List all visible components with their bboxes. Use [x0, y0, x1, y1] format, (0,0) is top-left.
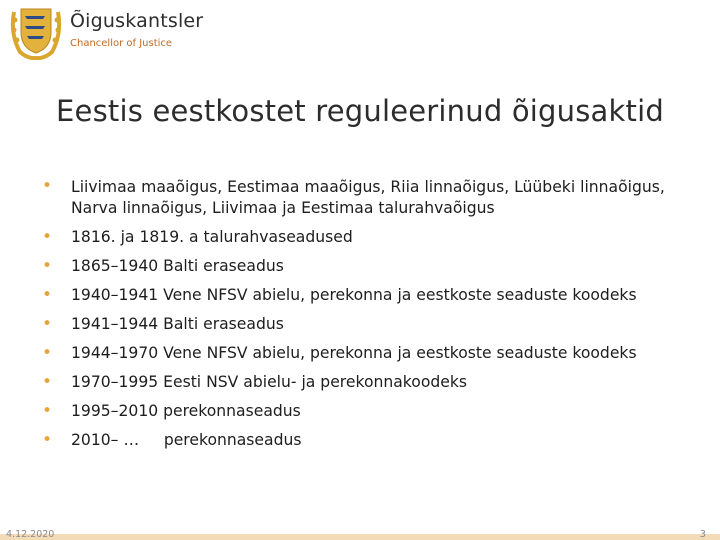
list-item	[42, 426, 702, 455]
list-item	[42, 252, 702, 281]
list-item-text: 1970–1995 Eesti NSV abielu- ja perekonnakoodeks	[71, 373, 468, 391]
bullet-icon: •	[42, 430, 53, 450]
estonia-coat-of-arms-icon	[10, 4, 62, 60]
list-item	[42, 368, 702, 397]
list-item-text: 1995–2010 perekonnaseadus	[71, 402, 301, 420]
footer-bar	[0, 534, 720, 540]
chancellor-logo	[10, 4, 203, 60]
list-item	[42, 281, 702, 310]
list-item-text: 1940–1941 Vene NFSV abielu, perekonna ja eestkoste seaduste koodeks	[71, 286, 637, 304]
list-item-text: 1865–1940 Balti eraseadus	[71, 257, 284, 275]
list-item	[42, 397, 702, 426]
bullet-icon: •	[42, 285, 53, 305]
bullet-icon: •	[42, 256, 53, 276]
bullet-list	[42, 177, 702, 455]
list-item-text: 1944–1970 Vene NFSV abielu, perekonna ja eestkoste seaduste koodeks	[71, 344, 637, 362]
list-item-text: Liivimaa maaõigus, Eestimaa maaõigus, Riia linnaõigus, Lüübeki linnaõigus, Narva linnaõigus, Liivimaa ja Eestimaa talurahvaõigus	[71, 178, 665, 217]
bullet-icon: •	[42, 176, 53, 196]
list-item	[42, 339, 702, 368]
page-number: 3	[699, 529, 706, 540]
bullet-icon: •	[42, 372, 53, 392]
brand-subtitle: Chancellor of Justice	[70, 38, 173, 49]
bullet-icon: •	[42, 227, 53, 247]
list-item	[42, 177, 702, 223]
list-item	[42, 310, 702, 339]
list-item-text: 2010– … perekonnaseadus	[71, 431, 302, 449]
bullet-icon: •	[42, 314, 53, 334]
brand-name: Õiguskantsler	[70, 10, 204, 32]
list-item-text: 1941–1944 Balti eraseadus	[71, 315, 284, 333]
footer-date: 4.12.2020	[6, 529, 55, 540]
list-item	[42, 223, 702, 252]
bullet-icon: •	[42, 401, 53, 421]
list-item-text: 1816. ja 1819. a talurahvaseadused	[71, 228, 353, 246]
bullet-icon: •	[42, 343, 53, 363]
slide-title: Eestis eestkostet reguleerinud õigusaktid	[56, 94, 664, 128]
